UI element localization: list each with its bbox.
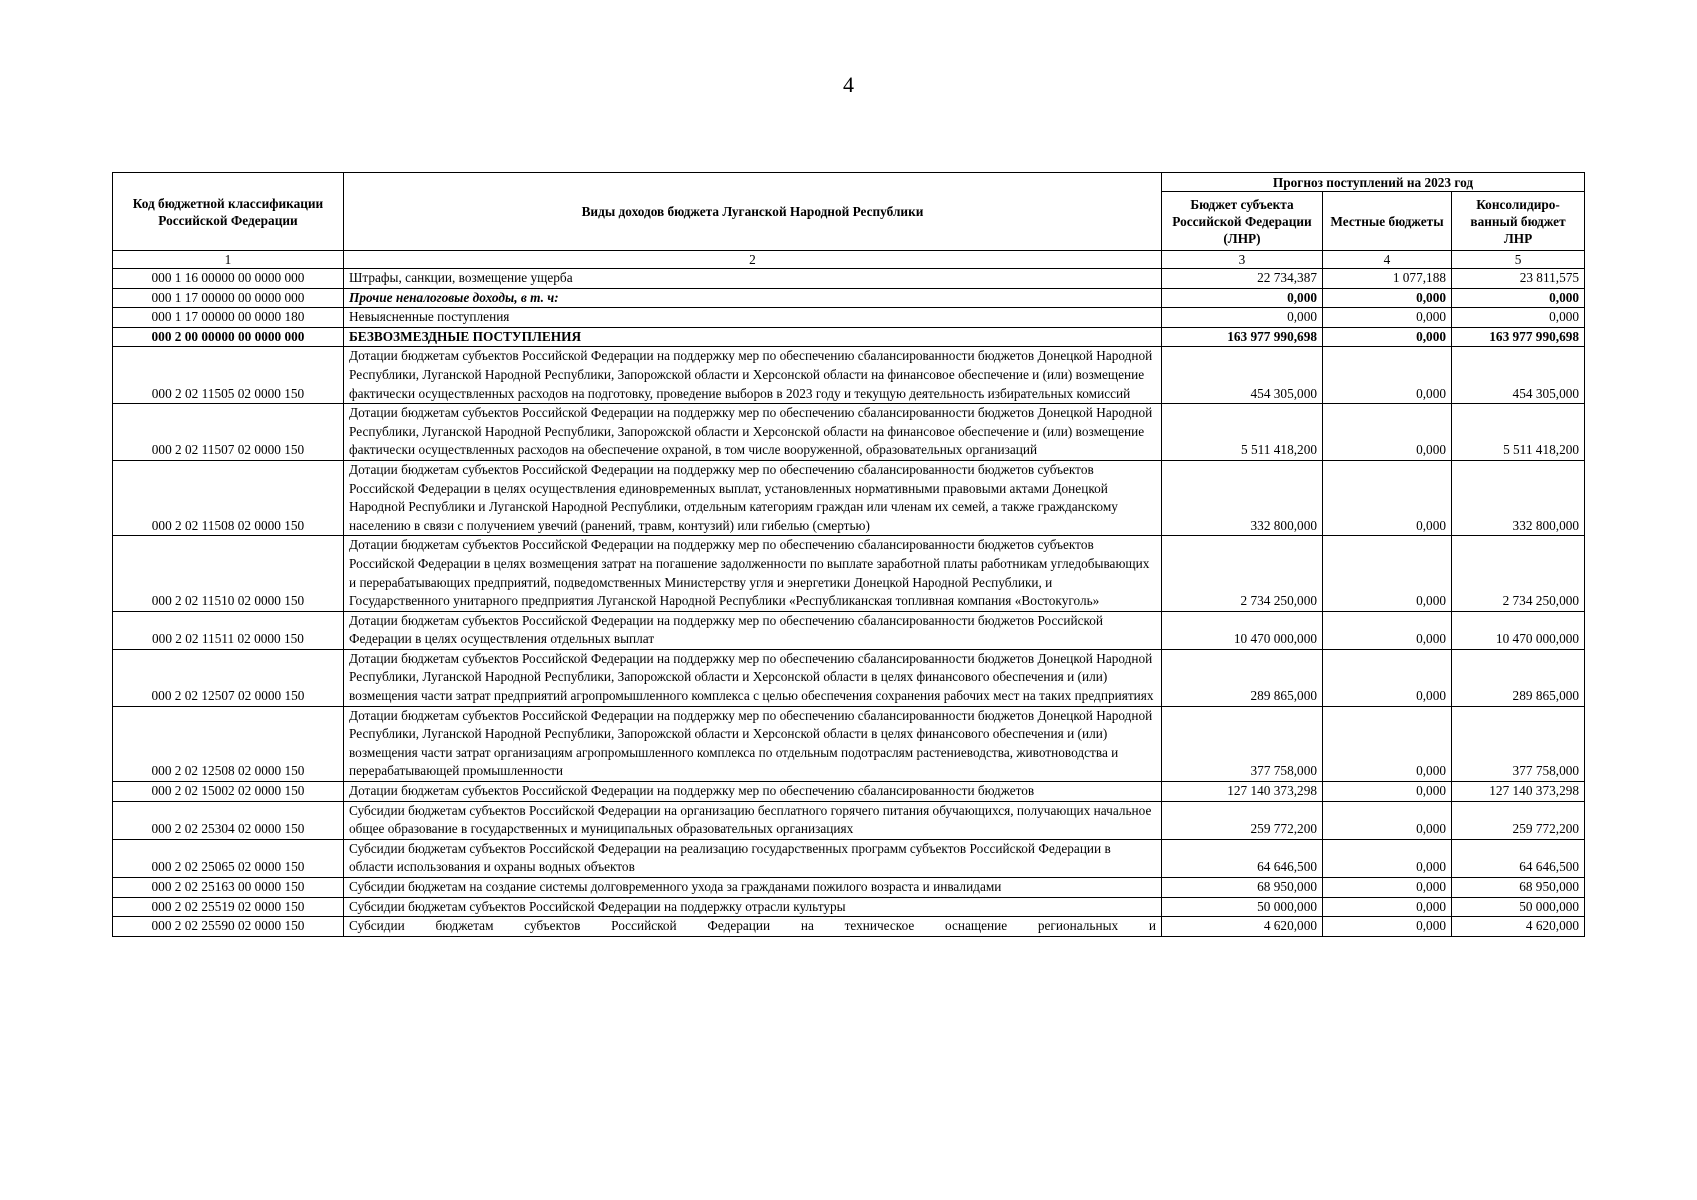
budget-code: 000 2 02 25519 02 0000 150	[113, 897, 344, 917]
budget-code: 000 2 02 25304 02 0000 150	[113, 801, 344, 839]
local-budget-value: 0,000	[1323, 536, 1452, 611]
budget-code: 000 2 00 00000 00 0000 000	[113, 327, 344, 347]
subject-budget-value: 259 772,200	[1162, 801, 1323, 839]
income-name: Дотации бюджетам субъектов Российской Федерации на поддержку мер по обеспечению сбалансированности бюджетов субъектов Российской Федерации в целях осуществления единовременных выплат, установленных нормативными правовыми актами Донецкой Народной Республики и Луганской Народной Республики, отдельным категориям граждан или членам их семей, а также гражданскому населению в связи с получением увечий (ранений, травм, контузий) или гибелью (смертью)	[344, 460, 1162, 535]
local-budget-value: 0,000	[1323, 327, 1452, 347]
local-budget-value: 0,000	[1323, 288, 1452, 308]
subject-budget-value: 10 470 000,000	[1162, 611, 1323, 649]
budget-code: 000 1 17 00000 00 0000 000	[113, 288, 344, 308]
table-row	[113, 878, 1585, 898]
consolidated-budget-value: 5 511 418,200	[1452, 404, 1585, 461]
consolidated-budget-value: 127 140 373,298	[1452, 782, 1585, 802]
subject-budget-value: 454 305,000	[1162, 347, 1323, 404]
subject-budget-value: 4 620,000	[1162, 917, 1323, 937]
local-budget-value: 0,000	[1323, 308, 1452, 328]
header-code: Код бюджетной классификации Российской Федерации	[113, 173, 344, 251]
table-row	[113, 347, 1585, 404]
budget-code: 000 2 02 11505 02 0000 150	[113, 347, 344, 404]
consolidated-budget-value: 2 734 250,000	[1452, 536, 1585, 611]
budget-code: 000 2 02 11508 02 0000 150	[113, 460, 344, 535]
header-consolidated-budget: Консолидиро-ванный бюджет ЛНР	[1452, 192, 1585, 251]
table-row	[113, 917, 1585, 937]
table-row	[113, 288, 1585, 308]
budget-code: 000 2 02 15002 02 0000 150	[113, 782, 344, 802]
subject-budget-value: 163 977 990,698	[1162, 327, 1323, 347]
budget-code: 000 2 02 12507 02 0000 150	[113, 649, 344, 706]
consolidated-budget-value: 332 800,000	[1452, 460, 1585, 535]
income-name: Дотации бюджетам субъектов Российской Федерации на поддержку мер по обеспечению сбалансированности бюджетов Донецкой Народной Республики, Луганской Народной Республики, Запорожской области и Херсонской области в целях финансового обеспечения и (или) возмещения части затрат предприятий агропромышленного комплекса с целью обеспечения сохранения рабочих мест на таких предприятиях	[344, 649, 1162, 706]
subject-budget-value: 127 140 373,298	[1162, 782, 1323, 802]
consolidated-budget-value: 50 000,000	[1452, 897, 1585, 917]
local-budget-value: 0,000	[1323, 706, 1452, 781]
column-number: 2	[344, 251, 1162, 269]
consolidated-budget-value: 0,000	[1452, 288, 1585, 308]
table-row	[113, 460, 1585, 535]
income-name: Невыясненные поступления	[344, 308, 1162, 328]
subject-budget-value: 2 734 250,000	[1162, 536, 1323, 611]
income-name: Дотации бюджетам субъектов Российской Федерации на поддержку мер по обеспечению сбалансированности бюджетов субъектов Российской Федерации в целях возмещения затрат на погашение задолженности по выплате заработной платы работникам угледобывающих и перерабатывающих предприятий, подведомственных Министерству угля и энергетики Донецкой Народной Республики, и Государственного унитарного предприятия Луганской Народной Республики «Республиканская топливная компания «Востокуголь»	[344, 536, 1162, 611]
table-row	[113, 536, 1585, 611]
table-row	[113, 308, 1585, 328]
header-local-budgets: Местные бюджеты	[1323, 192, 1452, 251]
income-name: Субсидии бюджетам субъектов Российской Федерации на техническое оснащение региональных и	[344, 917, 1162, 937]
consolidated-budget-value: 68 950,000	[1452, 878, 1585, 898]
income-name: Субсидии бюджетам на создание системы долговременного ухода за гражданами пожилого возраста и инвалидами	[344, 878, 1162, 898]
subject-budget-value: 5 511 418,200	[1162, 404, 1323, 461]
subject-budget-value: 0,000	[1162, 288, 1323, 308]
subject-budget-value: 332 800,000	[1162, 460, 1323, 535]
consolidated-budget-value: 64 646,500	[1452, 839, 1585, 877]
table-row	[113, 404, 1585, 461]
consolidated-budget-value: 377 758,000	[1452, 706, 1585, 781]
column-number: 4	[1323, 251, 1452, 269]
consolidated-budget-value: 10 470 000,000	[1452, 611, 1585, 649]
local-budget-value: 0,000	[1323, 347, 1452, 404]
local-budget-value: 0,000	[1323, 878, 1452, 898]
subject-budget-value: 289 865,000	[1162, 649, 1323, 706]
consolidated-budget-value: 454 305,000	[1452, 347, 1585, 404]
income-name: Штрафы, санкции, возмещение ущерба	[344, 269, 1162, 289]
income-name: Субсидии бюджетам субъектов Российской Федерации на поддержку отрасли культуры	[344, 897, 1162, 917]
table-row	[113, 649, 1585, 706]
income-name: Дотации бюджетам субъектов Российской Федерации на поддержку мер по обеспечению сбалансированности бюджетов Донецкой Народной Республики, Луганской Народной Республики, Запорожской области и Херсонской области на финансовое обеспечение и (или) возмещение фактически осуществленных расходов на подготовку, проведение выборов в 2023 году и текущую деятельность избирательных комиссий	[344, 347, 1162, 404]
header-subject-budget: Бюджет субъекта Российской Федерации (ЛНР)	[1162, 192, 1323, 251]
budget-code: 000 2 02 12508 02 0000 150	[113, 706, 344, 781]
table-row	[113, 782, 1585, 802]
local-budget-value: 0,000	[1323, 897, 1452, 917]
budget-code: 000 2 02 25065 02 0000 150	[113, 839, 344, 877]
table-row	[113, 611, 1585, 649]
subject-budget-value: 50 000,000	[1162, 897, 1323, 917]
column-number: 3	[1162, 251, 1323, 269]
budget-code: 000 2 02 11511 02 0000 150	[113, 611, 344, 649]
local-budget-value: 0,000	[1323, 404, 1452, 461]
table-row	[113, 706, 1585, 781]
budget-code: 000 1 17 00000 00 0000 180	[113, 308, 344, 328]
local-budget-value: 0,000	[1323, 917, 1452, 937]
income-name: Субсидии бюджетам субъектов Российской Федерации на реализацию государственных программ субъектов Российской Федерации в области использования и охраны водных объектов	[344, 839, 1162, 877]
local-budget-value: 0,000	[1323, 611, 1452, 649]
consolidated-budget-value: 23 811,575	[1452, 269, 1585, 289]
table-row	[113, 897, 1585, 917]
local-budget-value: 0,000	[1323, 801, 1452, 839]
income-name: Дотации бюджетам субъектов Российской Федерации на поддержку мер по обеспечению сбалансированности бюджетов	[344, 782, 1162, 802]
consolidated-budget-value: 259 772,200	[1452, 801, 1585, 839]
table-row	[113, 327, 1585, 347]
subject-budget-value: 377 758,000	[1162, 706, 1323, 781]
subject-budget-value: 22 734,387	[1162, 269, 1323, 289]
column-number: 5	[1452, 251, 1585, 269]
budget-code: 000 2 02 11507 02 0000 150	[113, 404, 344, 461]
local-budget-value: 0,000	[1323, 460, 1452, 535]
table-row	[113, 269, 1585, 289]
subject-budget-value: 64 646,500	[1162, 839, 1323, 877]
local-budget-value: 0,000	[1323, 782, 1452, 802]
budget-code: 000 2 02 25590 02 0000 150	[113, 917, 344, 937]
table-row	[113, 839, 1585, 877]
subject-budget-value: 0,000	[1162, 308, 1323, 328]
page-number: 4	[843, 72, 854, 97]
header-income-type: Виды доходов бюджета Луганской Народной Республики	[344, 173, 1162, 251]
budget-code: 000 2 02 11510 02 0000 150	[113, 536, 344, 611]
header-forecast-group: Прогноз поступлений на 2023 год	[1162, 173, 1585, 192]
local-budget-value: 1 077,188	[1323, 269, 1452, 289]
income-name: Дотации бюджетам субъектов Российской Федерации на поддержку мер по обеспечению сбалансированности бюджетов Донецкой Народной Республики, Луганской Народной Республики, Запорожской области и Херсонской области на финансовое обеспечение и (или) возмещение фактически осуществленных расходов на обеспечение охраной, в том числе вооруженной, образовательных организаций	[344, 404, 1162, 461]
budget-code: 000 1 16 00000 00 0000 000	[113, 269, 344, 289]
table-row	[113, 801, 1585, 839]
consolidated-budget-value: 289 865,000	[1452, 649, 1585, 706]
consolidated-budget-value: 163 977 990,698	[1452, 327, 1585, 347]
income-name: Прочие неналоговые доходы, в т. ч:	[344, 288, 1162, 308]
subject-budget-value: 68 950,000	[1162, 878, 1323, 898]
budget-code: 000 2 02 25163 00 0000 150	[113, 878, 344, 898]
income-name: Субсидии бюджетам субъектов Российской Федерации на организацию бесплатного горячего питания обучающихся, получающих начальное общее образование в государственных и муниципальных образовательных организациях	[344, 801, 1162, 839]
income-name: Дотации бюджетам субъектов Российской Федерации на поддержку мер по обеспечению сбалансированности бюджетов Донецкой Народной Республики, Луганской Народной Республики, Запорожской области и Херсонской области в целях финансового обеспечения и (или) возмещения части затрат организациям агропромышленного комплекса по отдельным подотраслям растениеводства, животноводства и перерабатывающей промышленности	[344, 706, 1162, 781]
consolidated-budget-value: 0,000	[1452, 308, 1585, 328]
consolidated-budget-value: 4 620,000	[1452, 917, 1585, 937]
income-name: БЕЗВОЗМЕЗДНЫЕ ПОСТУПЛЕНИЯ	[344, 327, 1162, 347]
local-budget-value: 0,000	[1323, 649, 1452, 706]
column-number: 1	[113, 251, 344, 269]
budget-revenue-table	[112, 172, 1585, 937]
income-name: Дотации бюджетам субъектов Российской Федерации на поддержку мер по обеспечению сбалансированности бюджетов Российской Федерации в целях осуществления отдельных выплат	[344, 611, 1162, 649]
local-budget-value: 0,000	[1323, 839, 1452, 877]
